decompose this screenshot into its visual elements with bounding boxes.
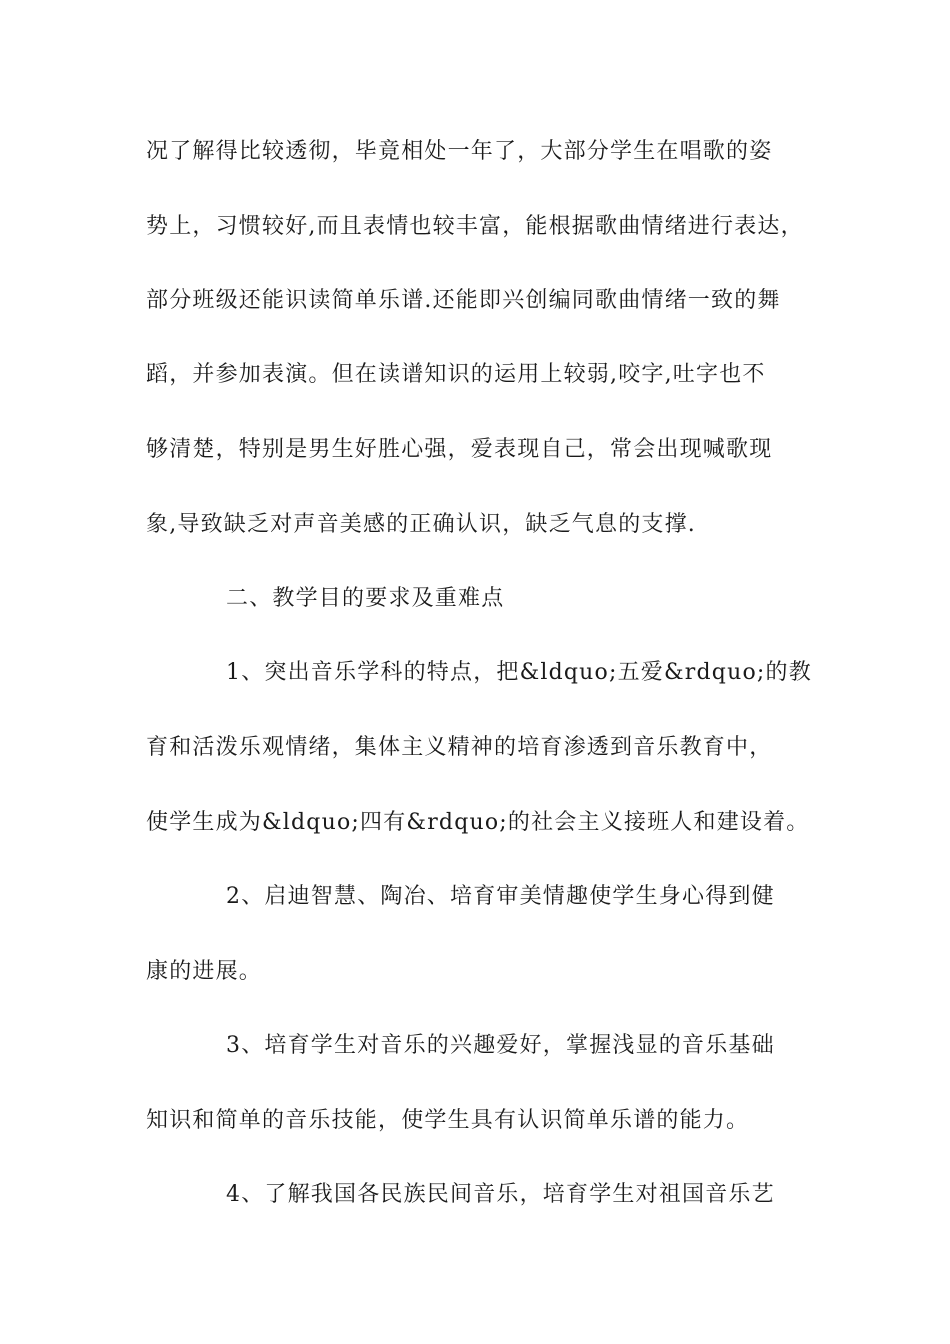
text-line: 育和活泼乐观情绪，集体主义精神的培育渗透到音乐教育中， — [146, 735, 773, 760]
text-line: 势上，习惯较好,而且表情也较丰富，能根据歌曲情绪进行表达， — [146, 214, 804, 239]
text-line: 部分班级还能识读简单乐谱.还能即兴创编同歌曲情绪一致的舞 — [146, 288, 781, 313]
text-line: 知识和简单的音乐技能，使学生具有认识简单乐谱的能力。 — [146, 1108, 750, 1133]
text-line: 够清楚，特别是男生好胜心强，爱表现自己，常会出现喊歌现 — [146, 437, 773, 462]
text-line: 4、了解我国各民族民间音乐，培育学生对祖国音乐艺 — [226, 1182, 775, 1207]
text-line: 3、培育学生对音乐的兴趣爱好，掌握浅显的音乐基础 — [226, 1033, 775, 1058]
text-line: 康的进展。 — [146, 959, 263, 984]
text-line: 蹈，并参加表演。但在读谱知识的运用上较弱,咬字,吐字也不 — [146, 362, 766, 387]
text-line: 象,导致缺乏对声音美感的正确认识，缺乏气息的支撑. — [146, 512, 696, 537]
text-line: 1、突出音乐学科的特点，把&ldquo;五爱&rdquo;的教 — [226, 660, 812, 685]
section-heading: 二、教学目的要求及重难点 — [226, 586, 505, 611]
text-line: 使学生成为&ldquo;四有&rdquo;的社会主义接班人和建设着。 — [146, 810, 810, 835]
text-line: 2、启迪智慧、陶冶、培育审美情趣使学生身心得到健 — [226, 884, 775, 909]
text-line: 况了解得比较透彻，毕竟相处一年了，大部分学生在唱歌的姿 — [146, 139, 773, 164]
